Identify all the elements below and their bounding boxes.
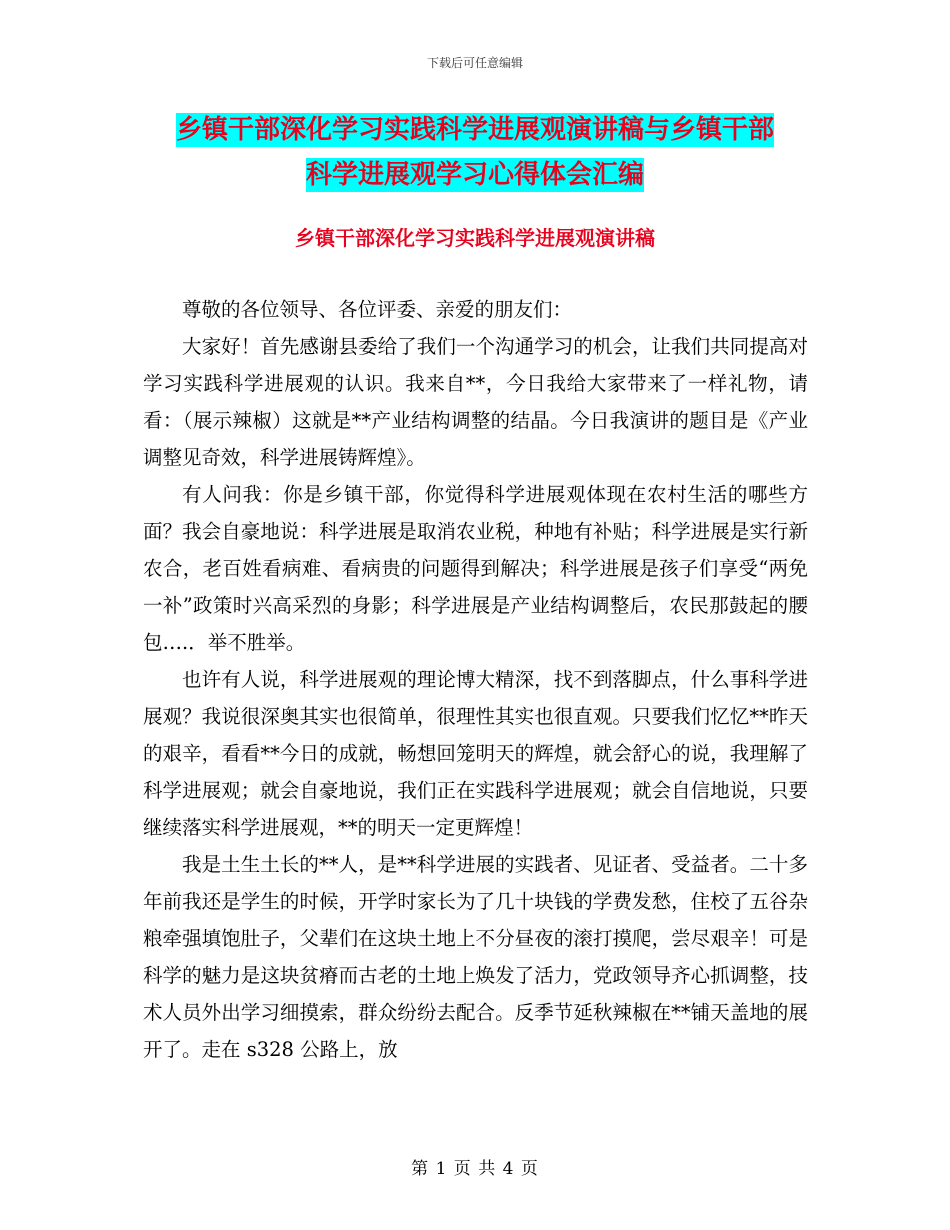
body-paragraph: 我是土生土长的**人，是**科学进展的实践者、见证者、受益者。二十多年前我还是学生的时候，开学时家长为了几十块钱的学费发愁，住校了五谷杂粮牵强填饱肚子，父辈们在这块土地上不分昼夜的滚打摸爬，尝尽艰辛！可是科学的魅力是这块贫瘠而古老的土地上焕发了活力，党政领导齐心抓调整，技术人员外出学习细摸索，群众纷纷去配合。反季节延秋辣椒在**铺天盖地的展开了。走在 s328 公路上，放 — [143, 853, 808, 1061]
document-title-line-1 — [0, 112, 950, 148]
header-note: 下载后可任意编辑 — [426, 56, 523, 70]
salutation-paragraph: 尊敬的各位领导、各位评委、亲爱的朋友们： — [182, 298, 573, 321]
body-paragraph: 有人问我：你是乡镇干部，你觉得科学进展观体现在农村生活的哪些方面？我会自豪地说：科学进展是取消农业税，种地有补贴；科学进展是实行新农合，老百姓看病难、看病贵的问题得到解决；科学进展是孩子们享受“两免一补”政策时兴高采烈的身影；科学进展是产业结构调整后，农民那鼓起的腰包….．举不胜举。 — [143, 483, 808, 654]
document-title-text-1: 乡镇干部深化学习实践科学进展观演讲稿与乡镇干部 — [175, 115, 774, 145]
body-paragraph: 大家好！首先感谢县委给了我们一个沟通学习的机会，让我们共同提高对学习实践科学进展观的认识。我来自**，今日我给大家带来了一样礼物，请看：（展示辣椒）这就是**产业结构调整的结晶。今日我演讲的题目是《产业调整见奇效，科学进展铸辉煌》。 — [143, 335, 808, 469]
page-footer: 第 1 页 共 4 页 — [411, 1159, 539, 1179]
body-paragraph: 也许有人说，科学进展观的理论博大精深，找不到落脚点，什么事科学进展观？我说很深奥其实也很简单，很理性其实也很直观。只要我们忆忆**昨天的艰辛，看看**今日的成就，畅想回笼明天的辉煌，就会舒心的说，我理解了科学进展观；就会自豪地说，我们正在实践科学进展观；就会自信地说，只要继续落实科学进展观，**的明天一定更辉煌！ — [143, 668, 808, 839]
document-title-text-2: 科学进展观学习心得体会汇编 — [305, 160, 644, 190]
document-body — [143, 291, 808, 1068]
document-title-line-2 — [0, 157, 950, 193]
section-title: 乡镇干部深化学习实践科学进展观演讲稿 — [295, 226, 655, 250]
